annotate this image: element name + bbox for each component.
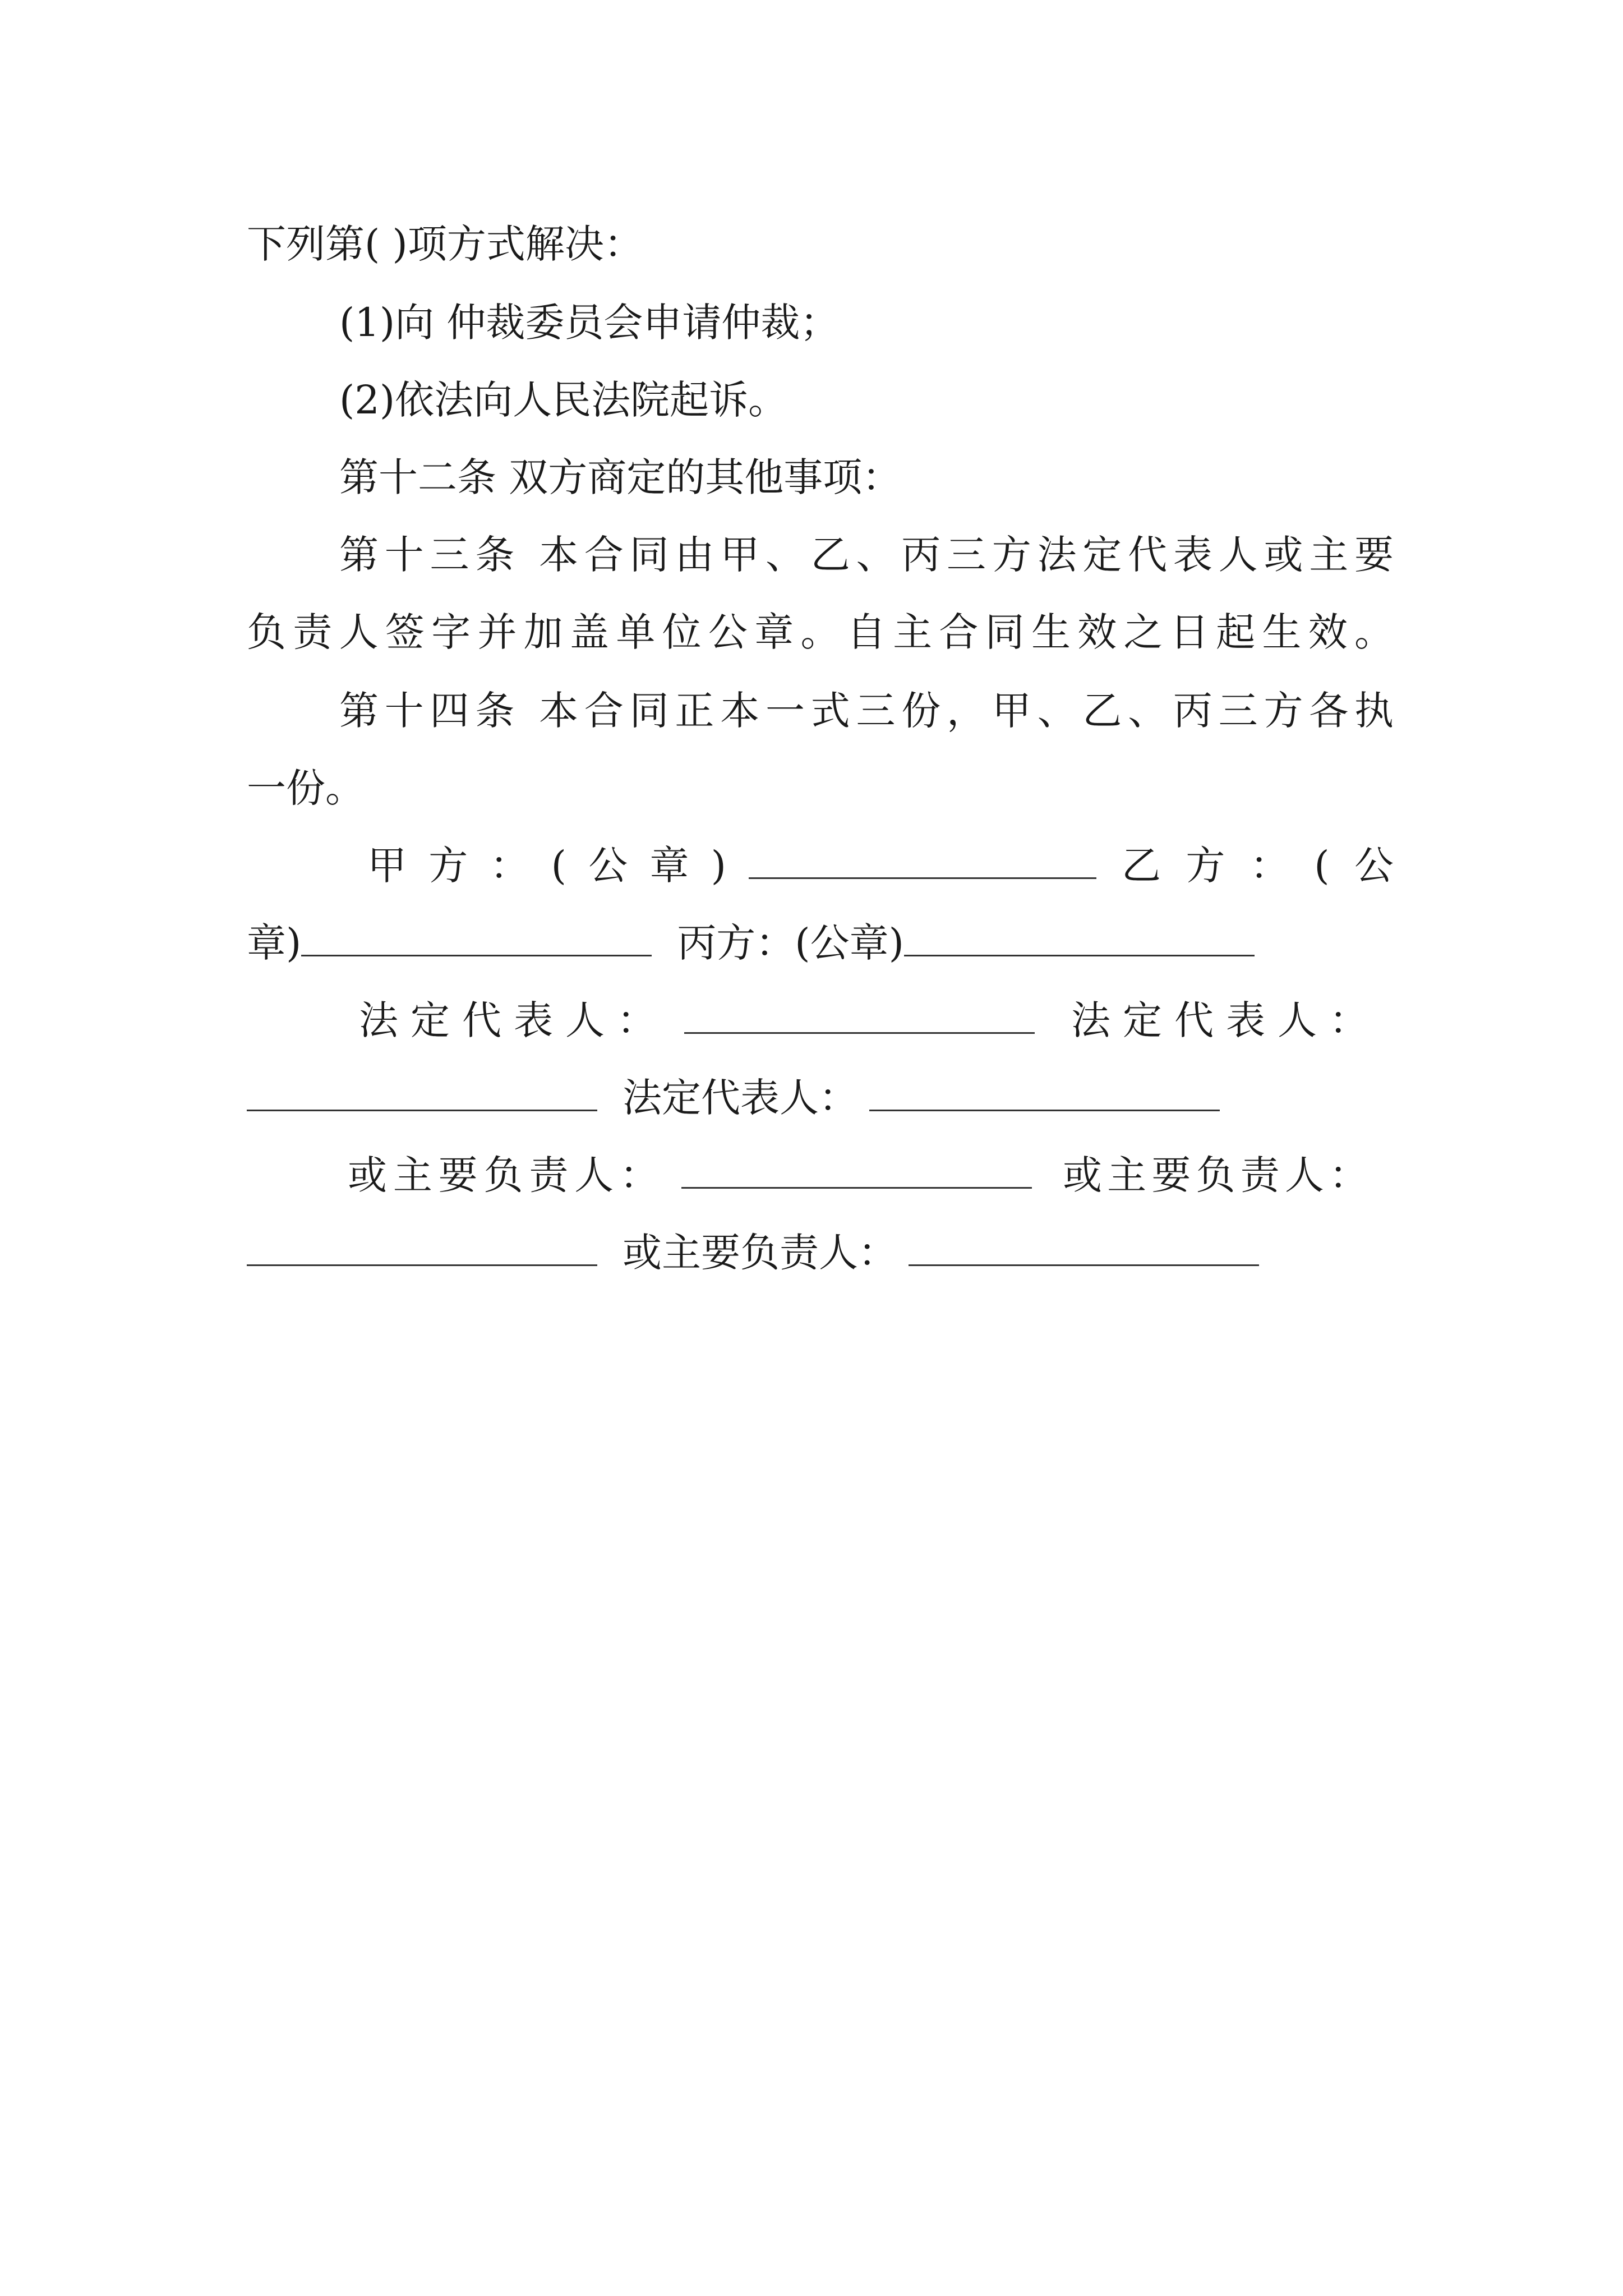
option-litigation: (2)依法向人民法院起诉。 <box>339 377 788 423</box>
party-a-legal-rep-blank <box>684 999 1035 1034</box>
clause-eleven-continuation: 下列第( )项方式解决： <box>247 221 643 267</box>
signature-row-legal-rep-1 <box>359 995 1368 1046</box>
party-c-legal-rep-blank <box>869 1076 1220 1111</box>
clause-thirteen-line-1: 第十三条 本合同由甲、乙、丙三方法定代表人或主要 <box>339 532 1394 578</box>
party-a-seal-label: 甲方：(公章) <box>367 843 726 889</box>
signature-row-seals-2 <box>247 918 1255 968</box>
clause-thirteen-line-2: 负责人签字并加盖单位公章。自主合同生效之日起生效。 <box>247 609 1394 655</box>
party-c-seal-label: 丙方：(公章) <box>677 920 904 966</box>
clause-fourteen-line-1: 第十四条 本合同正本一式三份，甲、乙、丙三方各执 <box>339 688 1394 734</box>
party-c-seal-blank <box>904 921 1255 956</box>
party-b-seal-blank <box>301 921 652 956</box>
party-c-legal-rep-label: 法定代表人： <box>623 1075 858 1121</box>
signature-row-seals-1 <box>367 840 1394 891</box>
option-arbitration: (1)向 仲裁委员会申请仲裁； <box>339 300 840 346</box>
party-c-principal-label: 或主要负责人： <box>623 1230 897 1276</box>
party-b-principal-label: 或主要负责人： <box>1063 1152 1368 1198</box>
clause-fourteen-line-2: 一份。 <box>247 765 365 811</box>
party-a-legal-rep-label: 法定代表人： <box>359 997 656 1043</box>
party-a-principal-blank <box>681 1153 1032 1189</box>
party-c-principal-blank <box>909 1231 1259 1266</box>
party-b-seal-label-cont: 章) <box>247 920 302 966</box>
clause-twelve: 第十二条 双方商定的其他事项： <box>339 454 902 500</box>
party-b-legal-rep-label: 法定代表人： <box>1071 997 1368 1043</box>
party-b-principal-blank <box>247 1231 597 1266</box>
signature-row-legal-rep-2 <box>247 1073 1220 1123</box>
party-b-seal-label: 乙方：(公 <box>1122 843 1394 889</box>
party-b-legal-rep-blank <box>247 1076 597 1111</box>
signature-row-principal-1 <box>348 1150 1368 1200</box>
party-a-seal-blank <box>749 844 1096 879</box>
signature-row-principal-2 <box>247 1227 1259 1278</box>
party-a-principal-label: 或主要负责人： <box>348 1152 659 1198</box>
